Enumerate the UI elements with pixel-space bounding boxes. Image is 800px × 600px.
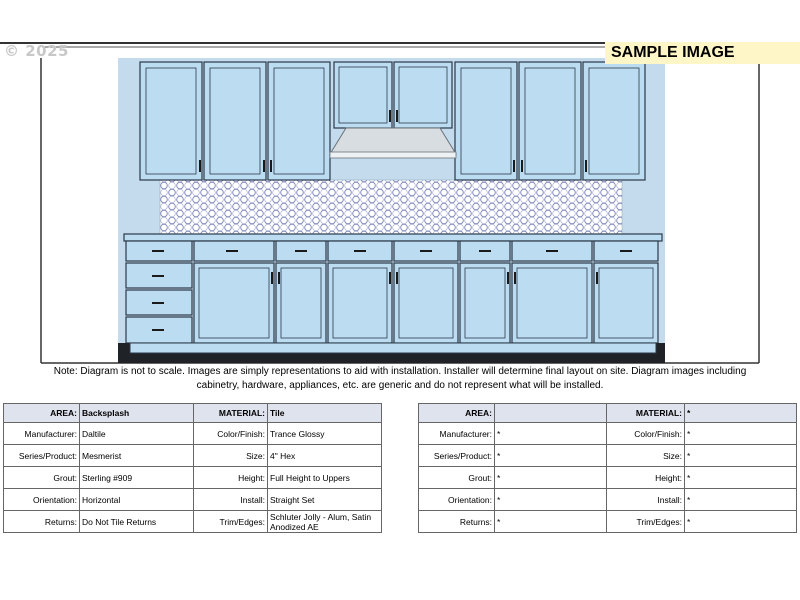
cell-label: Install:: [607, 489, 685, 511]
cell-label: Returns:: [4, 511, 80, 533]
cell-label: Grout:: [4, 467, 80, 489]
table-row: [419, 489, 797, 511]
cell-label: MATERIAL:: [194, 404, 268, 423]
cell-value: *: [685, 467, 797, 489]
cell-label: AREA:: [419, 404, 495, 423]
table-row: [4, 423, 382, 445]
cell-value: *: [495, 445, 607, 467]
cell-label: MATERIAL:: [607, 404, 685, 423]
table-row: [4, 404, 382, 423]
table-row: [419, 423, 797, 445]
cell-value: Straight Set: [268, 489, 382, 511]
table-row: [4, 511, 382, 533]
cell-value: Do Not Tile Returns: [80, 511, 194, 533]
table-row: [419, 404, 797, 423]
cell-value: Mesmerist: [80, 445, 194, 467]
cell-value: *: [685, 404, 797, 423]
cell-value: *: [685, 511, 797, 533]
cell-label: Grout:: [419, 467, 495, 489]
cell-label: Orientation:: [419, 489, 495, 511]
cell-value: [495, 404, 607, 423]
table-row: [419, 445, 797, 467]
cell-value: *: [495, 489, 607, 511]
cell-value: 4" Hex: [268, 445, 382, 467]
cell-label: Manufacturer:: [4, 423, 80, 445]
cell-value: Sterling #909: [80, 467, 194, 489]
table-row: [4, 445, 382, 467]
spec-table-blank: [418, 403, 797, 533]
cell-label: Size:: [607, 445, 685, 467]
cell-value: Full Height to Uppers: [268, 467, 382, 489]
cell-label: Color/Finish:: [194, 423, 268, 445]
cell-value: Trance Glossy: [268, 423, 382, 445]
table-row: [4, 489, 382, 511]
cell-label: Install:: [194, 489, 268, 511]
cell-label: Trim/Edges:: [194, 511, 268, 533]
cell-value: *: [495, 511, 607, 533]
cell-label: AREA:: [4, 404, 80, 423]
table-row: [419, 467, 797, 489]
cell-value: Horizontal: [80, 489, 194, 511]
cell-label: Series/Product:: [4, 445, 80, 467]
cell-label: Size:: [194, 445, 268, 467]
table-row: [4, 467, 382, 489]
cell-label: Manufacturer:: [419, 423, 495, 445]
cell-label: Orientation:: [4, 489, 80, 511]
sample-image-badge: SAMPLE IMAGE: [605, 42, 800, 64]
cell-label: Series/Product:: [419, 445, 495, 467]
cell-label: Height:: [194, 467, 268, 489]
copyright-watermark: © 2025: [4, 42, 69, 60]
table-row: [419, 511, 797, 533]
cell-value: Tile: [268, 404, 382, 423]
cell-label: Returns:: [419, 511, 495, 533]
cell-value: *: [685, 423, 797, 445]
spec-table-backsplash: [3, 403, 382, 533]
cell-label: Height:: [607, 467, 685, 489]
cell-label: Trim/Edges:: [607, 511, 685, 533]
cell-value: *: [685, 489, 797, 511]
cell-label: Color/Finish:: [607, 423, 685, 445]
cell-value: *: [495, 467, 607, 489]
cell-value: Schluter Jolly - Alum, Satin Anodized AE: [268, 511, 382, 533]
cell-value: *: [685, 445, 797, 467]
cell-value: Daltile: [80, 423, 194, 445]
disclaimer-note: Note: Diagram is not to scale. Images are simply representations to aid with installation. Installer will determine final layout on site. Diagram images including cabinetry, hardware, appliances, etc. are generic and do not represent what will be installed.: [53, 366, 747, 391]
cell-value: *: [495, 423, 607, 445]
cell-value: Backsplash: [80, 404, 194, 423]
